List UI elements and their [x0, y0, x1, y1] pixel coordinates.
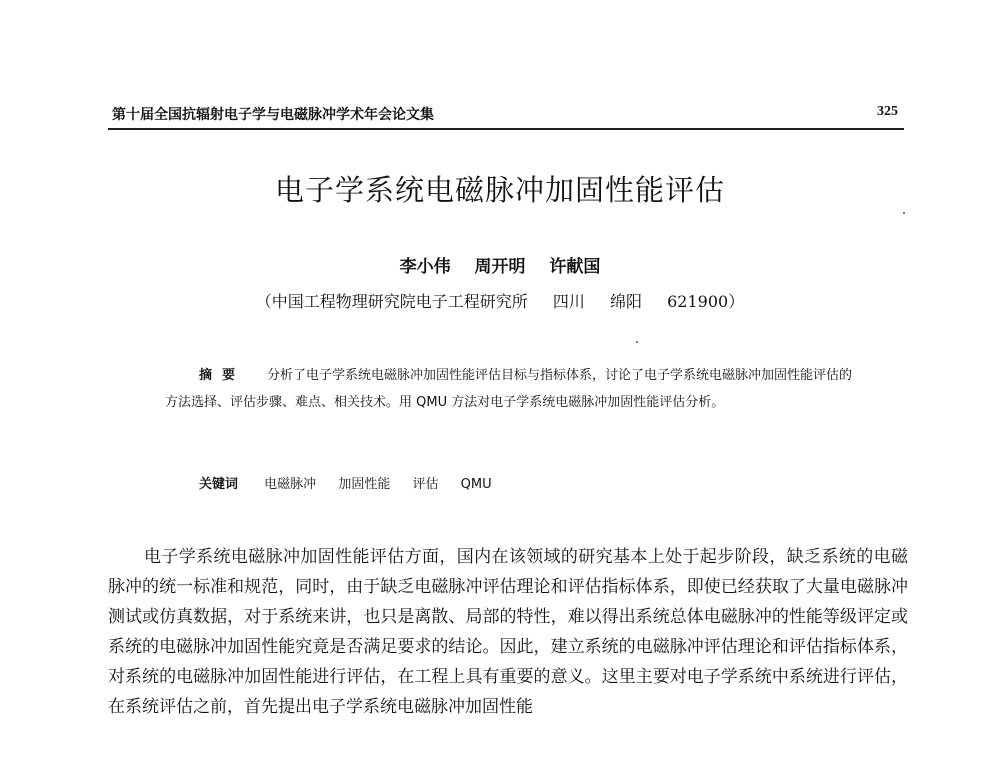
scan-speck [903, 212, 905, 214]
paper-title: 电子学系统电磁脉冲加固性能评估 [274, 173, 725, 207]
body-paragraph: 电子学系统电磁脉冲加固性能评估方面，国内在该领域的研究基本上处于起步阶段，缺乏系统的电磁脉冲的统一标准和规范，同时，由于缺乏电磁脉冲评估理论和评估指标体系，即使已经获取了大量电磁脉冲测试或仿真数据，对于系统来讲，也只是离散、局部的特性，难以得出系统总体电磁脉冲的性能等级评定或系统的电磁脉冲加固性能究竟是否满足要求的结论。因此，建立系统的电磁脉冲评估理论和评估指标体系，对系统的电磁脉冲加固性能进行评估，在工程上具有重要的意义。这里主要对电子学系统中系统进行评估，在系统评估之前，首先提出电子学系统电磁脉冲加固性能 [108, 547, 908, 717]
province: 四川 [552, 292, 585, 311]
postcode: 621900 [667, 292, 729, 311]
author-list: 李小伟 周开明 许献国 [399, 257, 601, 277]
city: 绵阳 [610, 292, 643, 311]
page-number: 325 [877, 104, 898, 119]
scan-speck [636, 341, 638, 343]
institution: 中国工程物理研究院电子工程研究所 [271, 292, 528, 311]
keyword: 加固性能 [338, 477, 391, 492]
affiliation [0, 289, 1000, 312]
affiliation-open-paren: （ [255, 292, 272, 311]
keyword: 电磁脉冲 [264, 477, 317, 492]
abstract-label: 摘要 [199, 368, 246, 383]
abstract-text: 分析了电子学系统电磁脉冲加固性能评估目标与指标体系，讨论了电子学系统电磁脉冲加固性能评估的方法选择、评估步骤、难点、相关技术。用 QMU 方法对电子学系统电磁脉冲加固性能评估分析。 [165, 368, 853, 410]
keywords [199, 473, 510, 492]
keyword: 评估 [412, 477, 439, 492]
affiliation-close-paren: ） [728, 292, 745, 311]
running-header [108, 104, 904, 130]
abstract [165, 362, 855, 416]
proceedings-title: 第十届全国抗辐射电子学与电磁脉冲学术年会论文集 [112, 107, 434, 123]
keyword: QMU [460, 477, 492, 492]
keywords-label: 关键词 [199, 477, 239, 492]
